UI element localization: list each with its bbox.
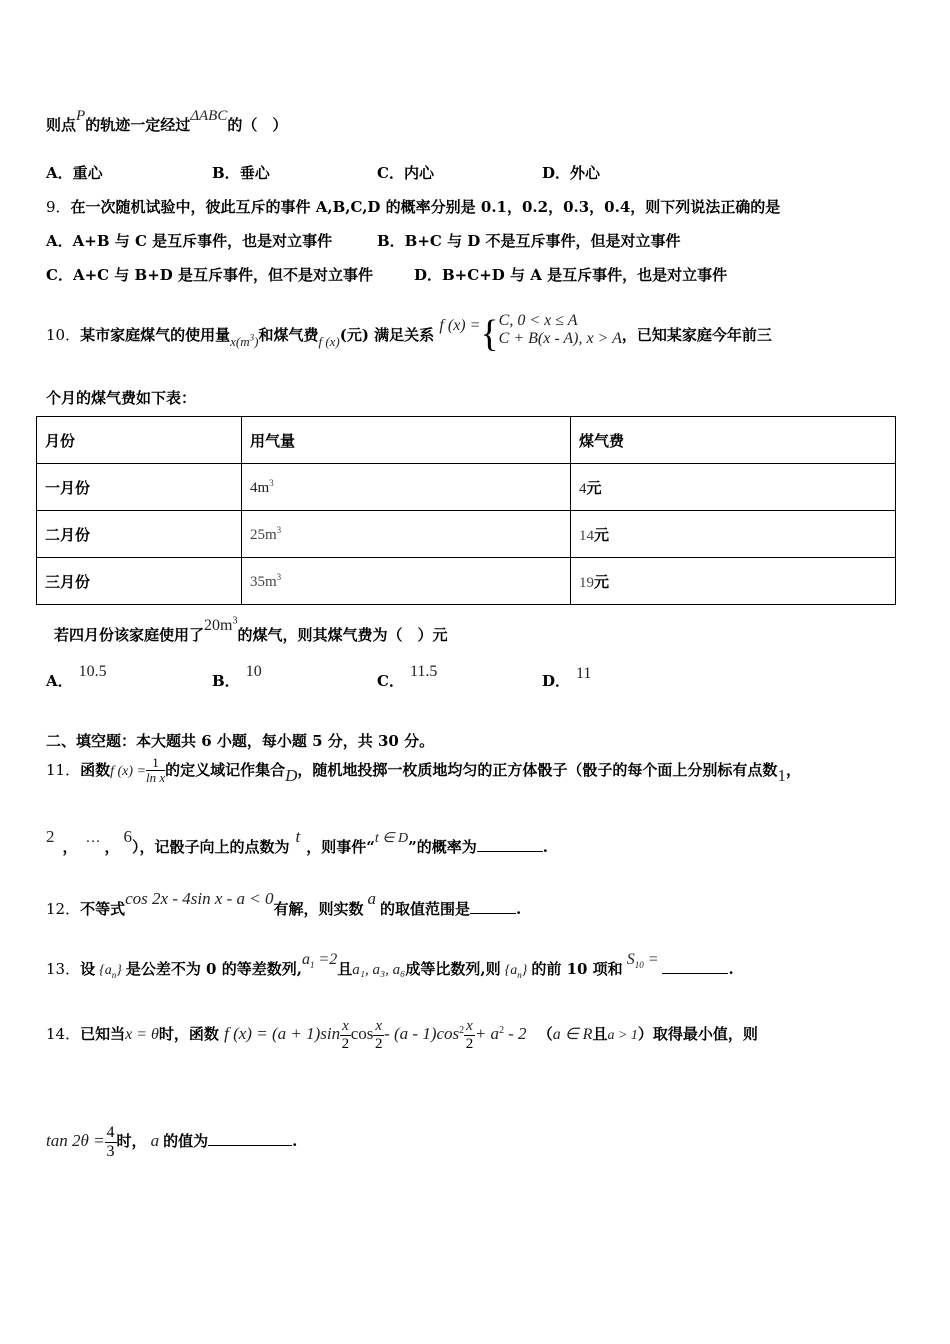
q8-option-a[interactable]: A．重心 <box>46 164 103 182</box>
fraction: $\frac{1}{\text{ln x}}$ <box>145 755 166 786</box>
q10-option-d[interactable]: D． 11 <box>542 665 592 690</box>
tan-2theta: tan 2θ = <box>46 1131 105 1151</box>
q8-option-b[interactable]: B．垂心 <box>212 164 270 182</box>
q9-option-b[interactable]: B．B+C 与 D 不是互斥事件，但是对立事件 <box>377 232 681 250</box>
set-d: D <box>285 765 298 785</box>
var-t: t <box>295 827 301 846</box>
q10-option-c[interactable]: C．11.5 <box>377 663 438 690</box>
case-2: C + B(x - A), x > A <box>498 330 622 347</box>
q14-answer-blank[interactable] <box>208 1145 292 1146</box>
cell-gas: $35m^3$ <box>242 558 571 605</box>
piecewise-lhs: f (x) = <box>439 317 481 334</box>
q11-stem: 11．函数f (x) = $\frac{1}{\text{ln x}}$ 的定义域记作集合D，随机地投掷一枚质地均匀的正方体骰子（骰子的每个面上分别标有点数1， <box>46 755 801 786</box>
var-a: a <box>150 1131 160 1151</box>
table-header-row <box>37 417 896 464</box>
inequality: cos 2x - 4sin x - a < 0 <box>125 889 274 908</box>
face-one: 1 <box>777 765 786 785</box>
sum-s10: $S_{10}$ = <box>626 951 659 971</box>
q10-option-a[interactable]: A．10.5 <box>46 663 107 690</box>
cell-gas: $4m^3$ <box>242 464 571 511</box>
condition-a-gt-1: a > 1 <box>607 1028 638 1043</box>
fee-function: f (x) <box>318 334 340 349</box>
fraction-x-over-2: $\frac{x}{2}$ <box>375 1018 383 1052</box>
header-gas: 用气量 <box>242 417 571 464</box>
cell-month: 二月份 <box>37 511 242 558</box>
q10-option-b[interactable]: B．10 <box>212 663 262 690</box>
q10-table-intro: 个月的煤气费如下表： <box>46 389 197 407</box>
q14-stem: 14．已知当x = θ时，函数 f (x) = (a + 1)sin $\frac{x}{2}$ cos $\frac{x}{2}$ - $(a - 1)\cos^2$ $\frac{x}{2}$ + $a^2 - 2$ （a ∈ R且a > 1）取得最小值，则 <box>46 1018 758 1052</box>
q11-answer-blank[interactable] <box>477 851 543 852</box>
a1-value: $a_1 =2$ <box>301 951 338 971</box>
table-row <box>37 464 896 511</box>
q10-ask: 若四月份该家庭使用了$20m^3$的煤气，则其煤气费为（ ）元 <box>54 615 448 644</box>
q9-stem: 9．在一次随机试验中，彼此互斥的事件 A,B,C,D 的概率分别是 0.1，0.2，0.3，0.4，则下列说法正确的是 <box>46 198 781 216</box>
piecewise-cases <box>499 312 622 348</box>
var-a: a <box>367 889 377 908</box>
q8-option-d[interactable]: D．外心 <box>542 164 601 182</box>
fraction-4-over-3: $\frac{4}{3}$ <box>106 1124 115 1160</box>
f-lhs: f (x) = <box>110 763 146 779</box>
header-month: 月份 <box>37 417 242 464</box>
q12-stem: 12．不等式cos 2x - 4sin x - a < 0有解，则实数a的取值范围是 . <box>46 889 522 918</box>
q8-stem: 则点P的轨迹一定经过ΔABC的（ ） <box>46 108 288 134</box>
x-eq-theta: x = θ <box>125 1026 159 1043</box>
function-part-1: f (x) = (a + 1)sin <box>224 1024 341 1043</box>
q10-stem: 10．某市家庭煤气的使用量$x(m^3)$和煤气费f (x)(元) 满足关系 f (x) ={ C, 0 < x ≤ A C + B(x - A), x > A ，已知某家庭今年前三 <box>46 312 772 355</box>
header-fee: 煤气费 <box>571 417 896 464</box>
sequence-an-ref: $\{a_n\}$ <box>504 963 528 980</box>
sequence-an: $\{a_n\}$ <box>99 963 122 980</box>
piecewise-brace: { <box>480 313 499 355</box>
gas-fee-table <box>36 416 896 605</box>
function-part-2: - (a - 1)cos <box>384 1024 460 1043</box>
event-t-in-d: t ∈ D <box>374 831 409 846</box>
q13-stem: 13．设 $\{a_n\}$ 是公差不为 0 的等差数列$,a_1 =2$且a₁, a₃, a₆成等比数列,则 $\{a_n\}$ 的前 10 项和$S_{10}$ =. <box>46 951 734 980</box>
april-gas-value: $20m^3$ <box>204 615 238 634</box>
q9-option-c[interactable]: C．A+C 与 B+D 是互斥事件，但不是对立事件 <box>46 266 374 284</box>
q9-option-d[interactable]: D．B+C+D 与 A 是互斥事件，也是对立事件 <box>414 266 728 284</box>
point-p: P <box>76 108 86 124</box>
fraction-x-over-2: $\frac{x}{2}$ <box>465 1018 474 1052</box>
cell-gas: $25m^3$ <box>242 511 571 558</box>
q11-stem-cont: 2， … ，6），记骰子向上的点数为t，则事件“t ∈ D”的概率为 . <box>46 827 548 856</box>
q14-stem-cont: tan 2θ = $\frac{4}{3}$ 时， a 的值为 . <box>46 1124 298 1160</box>
q12-answer-blank[interactable] <box>470 913 516 914</box>
case-1: C, 0 < x ≤ A <box>498 312 578 329</box>
cell-fee: 4元 <box>571 464 896 511</box>
cell-fee: 14元 <box>571 511 896 558</box>
cell-month: 一月份 <box>37 464 242 511</box>
gas-variable: $x(m^3)$ <box>230 332 259 349</box>
section-2-heading: 二、填空题：本大题共 6 小题，每小题 5 分，共 30 分。 <box>46 732 435 750</box>
triangle-abc: ΔABC <box>190 108 228 124</box>
q9-option-a[interactable]: A．A+B 与 C 是互斥事件，也是对立事件 <box>46 232 333 250</box>
condition-a-in-r: a ∈ R <box>552 1026 593 1043</box>
face-six: 6 <box>123 827 133 846</box>
q8-option-c[interactable]: C．内心 <box>377 164 434 182</box>
fraction-x-over-2: $\frac{x}{2}$ <box>341 1018 350 1052</box>
cell-fee: 19元 <box>571 558 896 605</box>
cell-month: 三月份 <box>37 558 242 605</box>
table-row <box>37 558 896 605</box>
q13-answer-blank[interactable] <box>662 973 728 974</box>
geometric-terms: a₁, a₃, a₆ <box>352 962 406 978</box>
face-two: 2 <box>46 827 55 846</box>
table-row <box>37 511 896 558</box>
